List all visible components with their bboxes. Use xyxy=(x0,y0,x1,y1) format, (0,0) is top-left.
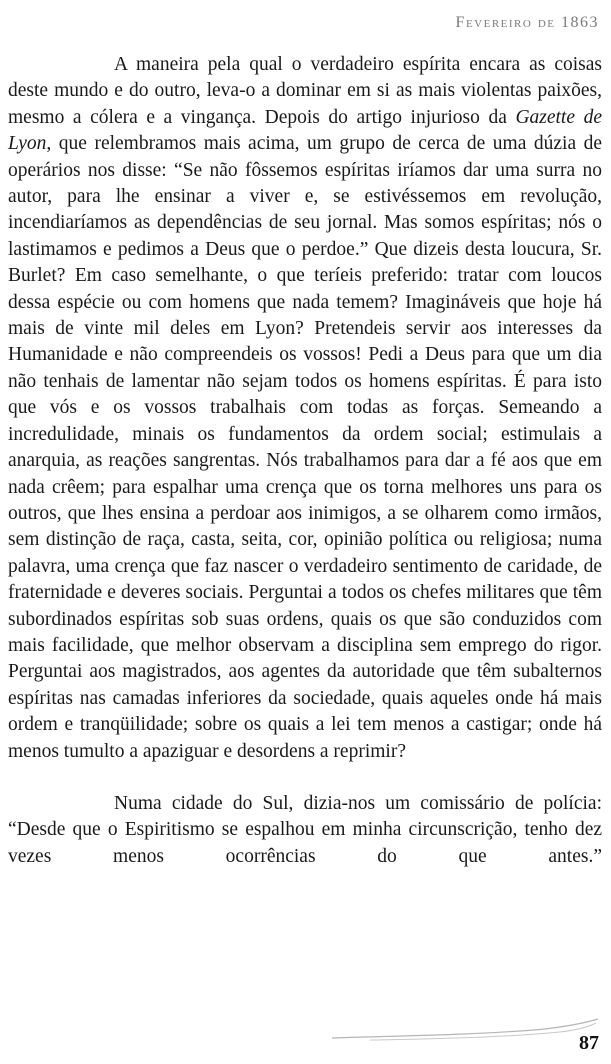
page-number: 87 xyxy=(579,1032,599,1054)
flourish-ornament xyxy=(330,1018,600,1042)
paragraph-1-text-b: , que relembramos mais acima, um grupo de cerca de uma dúzia de operários nos disse: “Se não fôssemos espíritas iríamos dar uma surra no autor, para lhe ensinar a viver e, se estivéssemos em revolução, incendiaríamos as dependências de seu jornal. Mas somos espíritas; nós o lastimamos e pedimos a Deus que o perdoe.” Que dizeis desta loucura, Sr. Burlet? Em caso semelhante, o que teríeis preferido: tratar com loucos dessa espécie ou com homens que nada temem? Imagináveis que hoje há mais de vinte mil deles em Lyon? Pretendeis servir aos interesses da Humanidade e não compreendeis os vossos! Pedi a Deus para que um dia não tenhais de lamentar não sejam todos os homens espíritas. É para isto que vós e os vossos trabalhais com todas as forças. Semeando a incredulidade, minais os fundamentos da ordem social; estimulais a anarquia, as reações sangrentas. Nós trabalhamos para dar a fé aos que em nada crêem; para espalhar uma crença que os torna melhores uns para os outros, que lhes ensina a perdoar aos inimigos, a se olharem como irmãos, sem distinção de raça, casta, seita, cor, opinião política ou religiosa; numa palavra, uma crença que faz nascer o verdadeiro sentimento de caridade, de fraternidade e deveres sociais. Perguntai a todos os chefes militares que têm subordinados espíritas sob suas ordens, quais os que são conduzidos com mais facilidade, que melhor observam a disciplina sem emprego do rigor. Perguntai aos magistrados, aos agentes da autoridade que têm subalternos espíritas nas camadas inferiores da sociedade, quais aqueles onde há mais ordem e tranqüilidade; sobre os quais a lei tem menos a castigar; onde há menos tumulto a apaziguar e desordens a reprimir? xyxy=(8,133,602,762)
newspaper-title: Gazette de Lyon xyxy=(8,106,602,155)
paragraph-1-text-a: A maneira pela qual o verdadeiro espírita encara as coisas deste mundo e do outro, leva-o a dominar em si as mais violentas paixões, mesmo a cólera e a vingança. Depois do artigo injurioso da xyxy=(8,54,602,128)
page-body xyxy=(8,52,602,870)
paragraph-2: Numa cidade do Sul, dizia-nos um comissário de polícia: “Desde que o Espiritismo se espalhou em minha circunscrição, tenho dez vezes menos ocorrências do que antes.” xyxy=(8,792,602,867)
paragraph-1 xyxy=(8,52,602,765)
running-header: Fevereiro de 1863 xyxy=(455,14,599,31)
